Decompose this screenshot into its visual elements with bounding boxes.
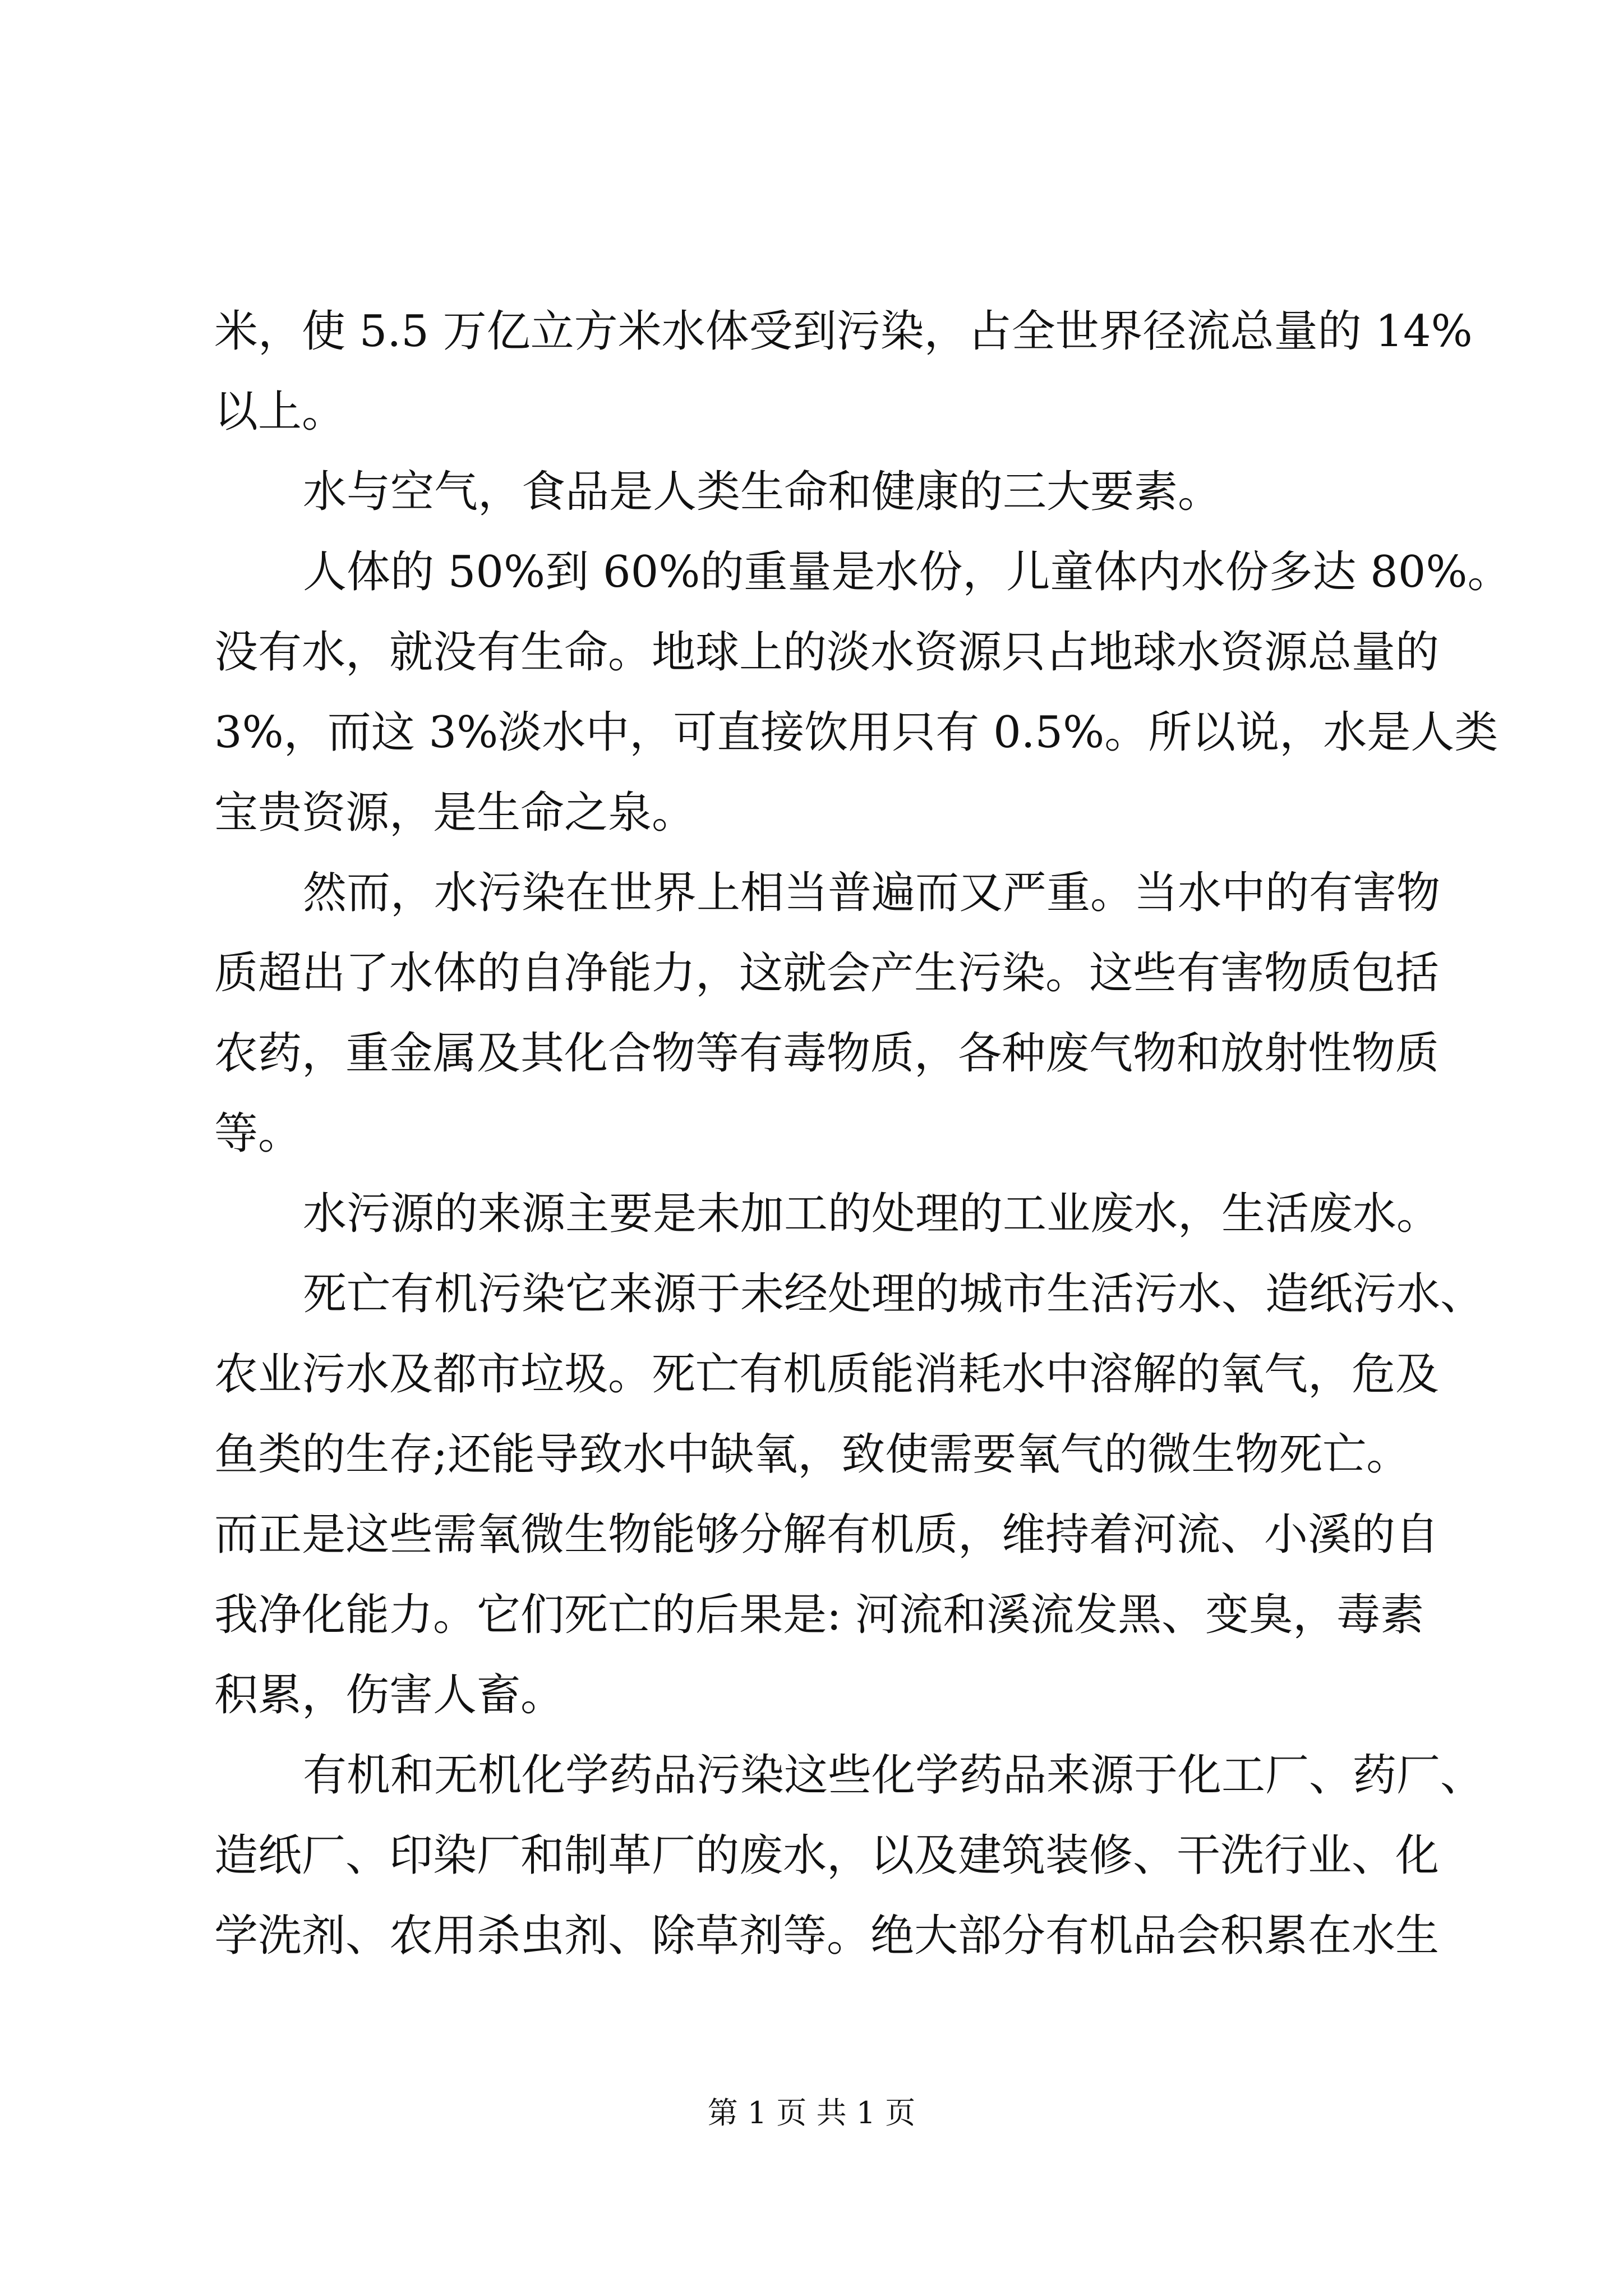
text-line: 人体的 50%到 60%的重量是水份，儿童体内水份多达 80%。 [303,547,1511,597]
text-line: 水与空气，食品是人类生命和健康的三大要素。 [303,467,1222,517]
text-line: 宝贵资源，是生命之泉。 [214,788,696,838]
text-line: 质超出了水体的自净能力，这就会产生污染。这些有害物质包括 [214,948,1440,999]
text-line: 积累，伤害人畜。 [214,1670,565,1720]
text-line: 而正是这些需氧微生物能够分解有机质，维持着河流、小溪的自 [214,1510,1440,1560]
text-line: 然而，水污染在世界上相当普遍而又严重。当水中的有害物 [303,868,1441,918]
text-line: 等。 [214,1108,302,1159]
page-footer: 第 1 页 共 1 页 [707,2095,916,2131]
text-line: 农业污水及都市垃圾。死亡有机质能消耗水中溶解的氧气，危及 [214,1349,1440,1400]
text-line: 鱼类的生存;还能导致水中缺氧，致使需要氧气的微生物死亡。 [214,1429,1410,1480]
text-line: 3%，而这 3%淡水中，可直接饮用只有 0.5%。所以说，水是人类 [214,707,1498,758]
text-line: 米，使 5.5 万亿立方米水体受到污染，占全世界径流总量的 14% [214,306,1473,357]
text-line: 以上。 [214,386,346,437]
text-line: 有机和无机化学药品污染这些化学药品来源于化工厂、药厂、 [303,1750,1484,1801]
document-body [214,292,1511,1976]
text-line: 死亡有机污染它来源于未经处理的城市生活污水、造纸污水、 [303,1269,1484,1319]
text-line: 我净化能力。它们死亡的后果是: 河流和溪流发黑、变臭，毒素 [214,1590,1424,1640]
text-line: 造纸厂、印染厂和制革厂的废水，以及建筑装修、干洗行业、化 [214,1830,1440,1881]
text-line: 没有水，就没有生命。地球上的淡水资源只占地球水资源总量的 [214,627,1440,678]
text-line: 学洗剂、农用杀虫剂、除草剂等。绝大部分有机品会积累在水生 [214,1911,1440,1961]
text-line: 农药，重金属及其化合物等有毒物质，各种废气物和放射性物质 [214,1028,1440,1079]
text-line: 水污源的来源主要是未加工的处理的工业废水，生活废水。 [303,1189,1441,1239]
